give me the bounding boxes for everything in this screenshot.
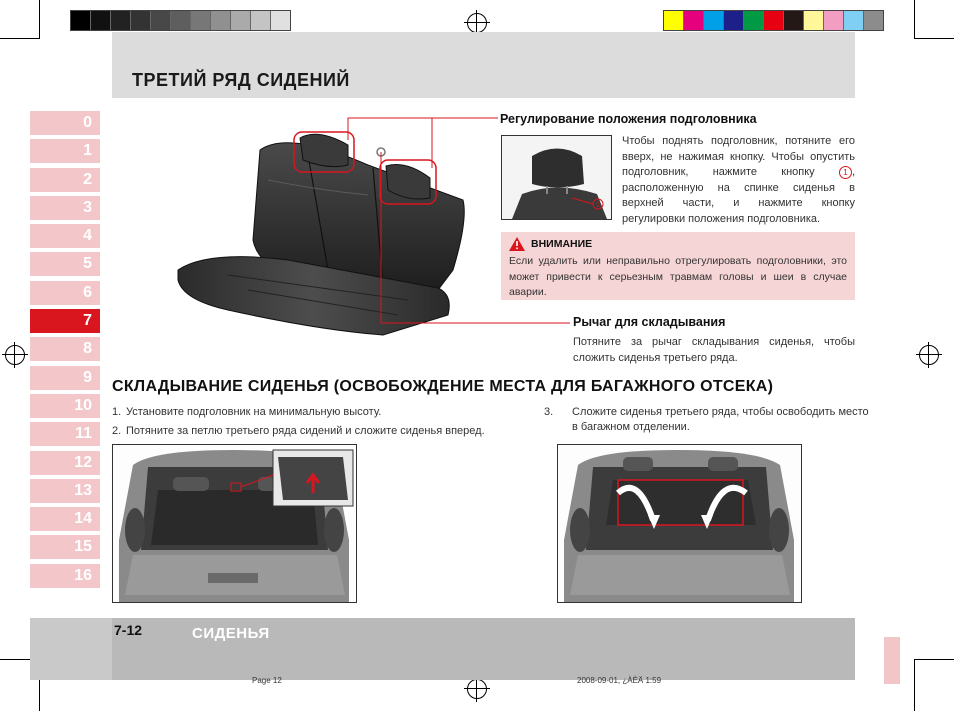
- chapter-tab-15[interactable]: 15: [30, 535, 100, 559]
- chapter-tab-9[interactable]: 9: [30, 366, 100, 390]
- chapter-tab-13[interactable]: 13: [30, 479, 100, 503]
- lever-text: Потяните за рычаг складывания сиденья, чтобы сложить сиденья третьего ряда.: [573, 336, 855, 364]
- chapter-tab-14[interactable]: 14: [30, 507, 100, 531]
- headrest-heading: Регулирование положения подголовника: [500, 112, 757, 126]
- chapter-tab-10[interactable]: 10: [30, 394, 100, 418]
- headrest-photo-marker: 1: [596, 202, 600, 209]
- chapter-tab-0[interactable]: 0: [30, 111, 100, 135]
- warning-text: Если удалить или неправильно отрегулировать подголовники, это может привести к серьезным травмам головы и шеи в случае аварии.: [509, 255, 847, 298]
- trunk-photo-seats-up: [112, 444, 357, 603]
- warning-header: [509, 237, 592, 251]
- chapter-tab-11[interactable]: 11: [30, 422, 100, 446]
- chapter-tab-6[interactable]: 6: [30, 281, 100, 305]
- trunk-photo-seats-folded: [557, 444, 802, 603]
- edge-tab-marker: [884, 637, 900, 684]
- chapter-tab-2[interactable]: 2: [30, 168, 100, 192]
- marker-1-icon: 1: [839, 166, 852, 179]
- footer-side-block: [30, 618, 112, 680]
- step-1: 1. Установите подголовник на минимальную высоту.: [112, 406, 382, 418]
- chapter-tab-1[interactable]: 1: [30, 139, 100, 163]
- chapter-tab-16[interactable]: 16: [30, 564, 100, 588]
- step-2: 2. Потяните за петлю третьего ряда сидений и сложите сиденья вперед.: [112, 425, 485, 437]
- chapter-tab-8[interactable]: 8: [30, 337, 100, 361]
- step-3: 3. Сложите сиденья третьего ряда, чтобы освободить место в багажном отделении.: [544, 406, 869, 433]
- warning-title: ВНИМАНИЕ: [531, 238, 593, 250]
- lever-heading: Рычаг для складывания: [573, 315, 726, 329]
- chapter-tab-12[interactable]: 12: [30, 451, 100, 475]
- print-page-info: Page 12: [252, 676, 282, 685]
- folding-heading: СКЛАДЫВАНИЕ СИДЕНЬЯ (ОСВОБОЖДЕНИЕ МЕСТА ДЛЯ БАГАЖНОГО ОТСЕКА): [112, 378, 774, 395]
- footer-band: [30, 618, 855, 680]
- chapter-tab-5[interactable]: 5: [30, 252, 100, 276]
- warning-triangle-icon: [509, 237, 525, 251]
- chapter-tab-7[interactable]: 7: [30, 309, 100, 333]
- page-title: ТРЕТИЙ РЯД СИДЕНИЙ: [132, 70, 350, 90]
- footer-section-title: СИДЕНЬЯ: [192, 625, 270, 642]
- page-number: 7-12: [114, 622, 143, 638]
- warning-box: [501, 232, 855, 300]
- headrest-text: Чтобы поднять подголовник, потяните его вверх, не нажимая кнопку. Чтобы опустить подголовник, нажмите кнопку 1 , расположенную на спинке сиденья в верхней части, и нажмите кнопку регулировки положения подголовника.: [622, 135, 855, 225]
- chapter-tab-3[interactable]: 3: [30, 196, 100, 220]
- headrest-button-photo: [501, 135, 612, 220]
- print-timestamp: 2008-09-01, ¿ÀÈÄ 1:59: [577, 676, 662, 685]
- chapter-tab-4[interactable]: 4: [30, 224, 100, 248]
